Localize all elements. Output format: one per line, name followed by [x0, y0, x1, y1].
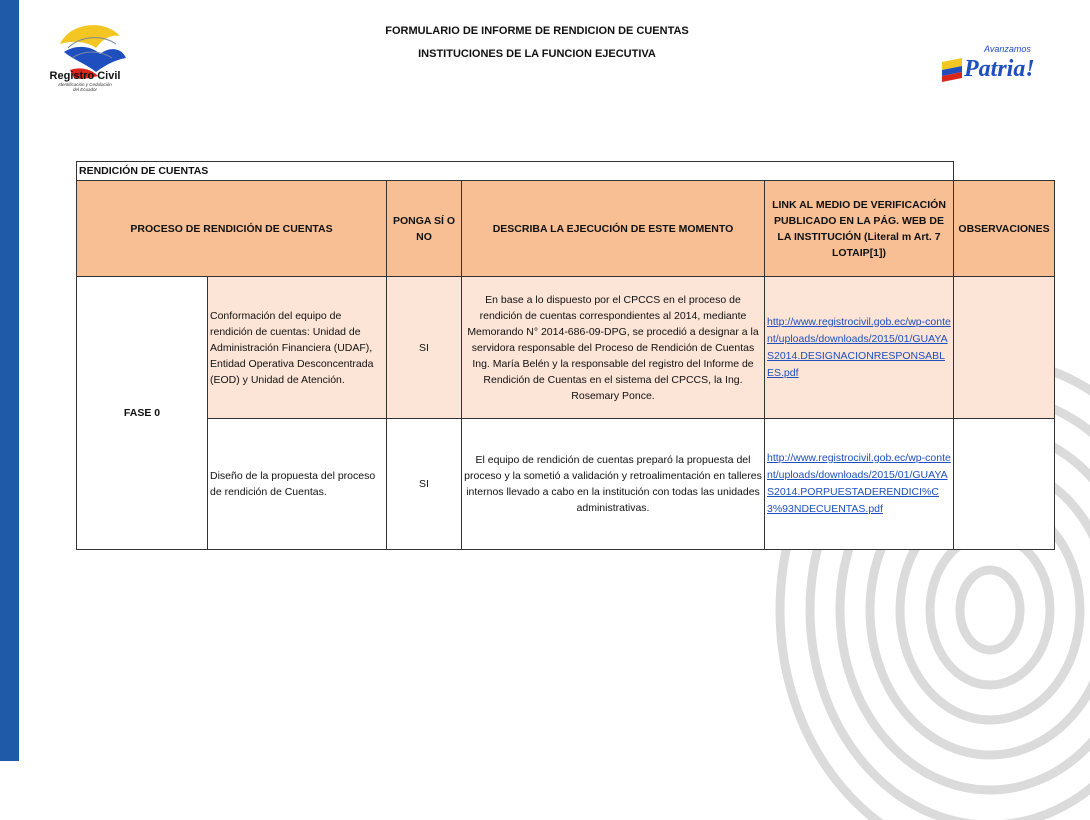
table-caption-blank	[954, 162, 1055, 181]
table-caption-row	[77, 162, 1055, 181]
row-ponga: SI	[387, 277, 462, 419]
header-describa: DESCRIBA LA EJECUCIÓN DE ESTE MOMENTO	[462, 181, 765, 277]
rendicion-table	[76, 161, 1055, 550]
left-accent-bar	[0, 0, 19, 761]
verification-link[interactable]: http://www.registrocivil.gob.ec/wp-content/uploads/downloads/2015/01/GUAYAS2014.PORPUESTADERENDICI%C3%93NDECUENTAS.pdf	[767, 452, 951, 515]
patria-logo-icon	[940, 38, 1040, 88]
table-header-row	[77, 181, 1055, 277]
header-ponga: PONGA SÍ O NO	[387, 181, 462, 277]
table-caption: RENDICIÓN DE CUENTAS	[77, 162, 954, 181]
patria-logo-main-text: Patria!	[964, 56, 1035, 82]
table-row	[77, 419, 1055, 550]
registro-civil-logo-text	[40, 70, 130, 92]
registro-civil-subtitle-1: Identificación y Cedulación	[58, 82, 112, 87]
row-ponga: SI	[387, 419, 462, 550]
header-link: LINK AL MEDIO DE VERIFICACIÓN PUBLICADO EN LA PÁG. WEB DE LA INSTITUCIÓN (Literal m Art. 7 LOTAIP[1])	[765, 181, 954, 277]
header-observaciones: OBSERVACIONES	[954, 181, 1055, 277]
row-observaciones	[954, 277, 1055, 419]
header-proceso: PROCESO DE RENDICIÓN DE CUENTAS	[77, 181, 387, 277]
row-describa: En base a lo dispuesto por el CPCCS en el proceso de rendición de cuentas correspondientes al 2014, mediante Memorando N° 2014-686-09-DPG, se procedió a designar a la servidora responsable del Proceso de Rendición de Cuentas Ing. María Belén y la responsable del registro del Informe de Rendición de Cuentas en el sistema del CPCCS, la Ing. Rosemary Ponce.	[462, 277, 765, 419]
row-observaciones	[954, 419, 1055, 550]
row-proceso: Diseño de la propuesta del proceso de rendición de Cuentas.	[208, 419, 387, 550]
registro-civil-subtitle-2: del Ecuador	[72, 87, 98, 92]
row-link-cell	[765, 277, 954, 419]
verification-link[interactable]: http://www.registrocivil.gob.ec/wp-content/uploads/downloads/2015/01/GUAYAS2014.DESIGNACIONRESPONSABLES.pdf	[767, 315, 951, 379]
row-describa: El equipo de rendición de cuentas preparó la propuesta del proceso y la sometió a validación y retroalimentación en talleres internos llevado a cabo en la institución con todas las unidades administrativas.	[462, 419, 765, 550]
row-proceso: Conformación del equipo de rendición de cuentas: Unidad de Administración Financiera (UDAF), Entidad Operativa Desconcentrada (EOD) y Unidad de Atención.	[208, 277, 387, 419]
row-link-cell	[765, 419, 954, 550]
registro-civil-name: Registro Civil	[49, 70, 121, 82]
form-title: FORMULARIO DE INFORME DE RENDICION DE CUENTAS	[385, 25, 689, 37]
fase-label: FASE 0	[77, 277, 208, 550]
patria-logo-top-text: Avanzamos	[984, 44, 1031, 54]
table-row	[77, 277, 1055, 419]
form-subtitle: INSTITUCIONES DE LA FUNCION EJECUTIVA	[418, 48, 656, 60]
